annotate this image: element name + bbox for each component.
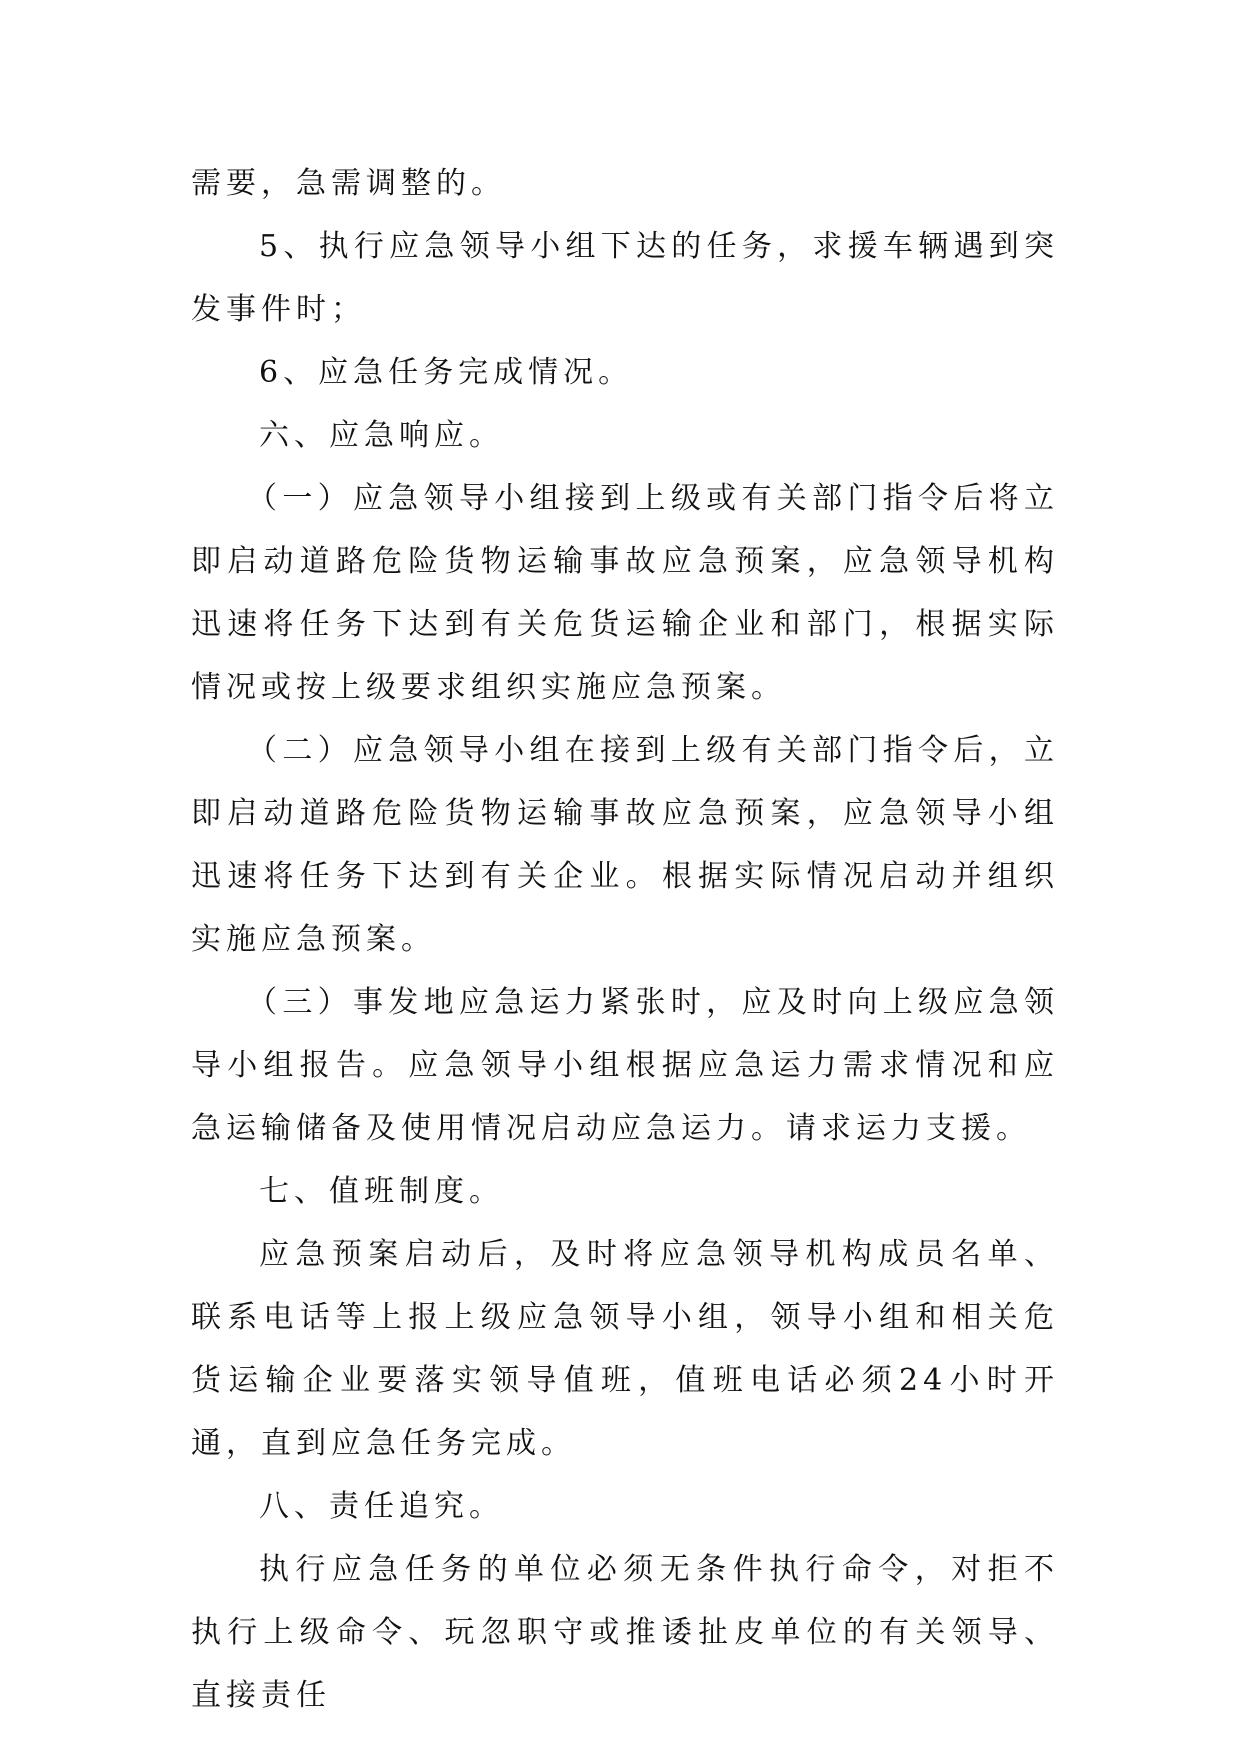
section-heading-duty-system: 七、值班制度。: [259, 1174, 504, 1209]
paragraph-continuation: 需要，急需调整的。: [191, 166, 506, 201]
section-heading-emergency-response: 六、应急响应。: [259, 418, 504, 453]
paragraph-response-1: （一）应急领导小组接到上级或有关部门指令后将立即启动道路危险货物运输事故应急预案，应急领导机构迅速将任务下达到有关危货运输企业和部门，根据实际情况或按上级要求组织实施应急预案。: [191, 481, 1059, 705]
paragraph-accountability: 执行应急任务的单位必须无条件执行命令，对拒不执行上级命令、玩忽职守或推诿扯皮单位的有关领导、直接责任: [191, 1552, 1059, 1713]
paragraph-duty-system: 应急预案启动后，及时将应急领导机构成员名单、联系电话等上报上级应急领导小组，领导小组和相关危货运输企业要落实领导值班，值班电话必须24小时开通，直到应急任务完成。: [191, 1237, 1059, 1461]
section-heading-accountability: 八、责任追究。: [259, 1489, 504, 1524]
document-body: [191, 152, 1059, 1727]
paragraph-response-3: （三）事发地应急运力紧张时，应及时向上级应急领导小组报告。应急领导小组根据应急运力需求情况和应急运输储备及使用情况启动应急运力。请求运力支援。: [191, 985, 1059, 1146]
paragraph-response-2: （二）应急领导小组在接到上级有关部门指令后，立即启动道路危险货物运输事故应急预案，应急领导小组迅速将任务下达到有关企业。根据实际情况启动并组织实施应急预案。: [191, 733, 1059, 957]
paragraph-item-6: 6、应急任务完成情况。: [259, 355, 634, 390]
paragraph-item-5: 5、执行应急领导小组下达的任务，求援车辆遇到突发事件时；: [191, 229, 1059, 327]
